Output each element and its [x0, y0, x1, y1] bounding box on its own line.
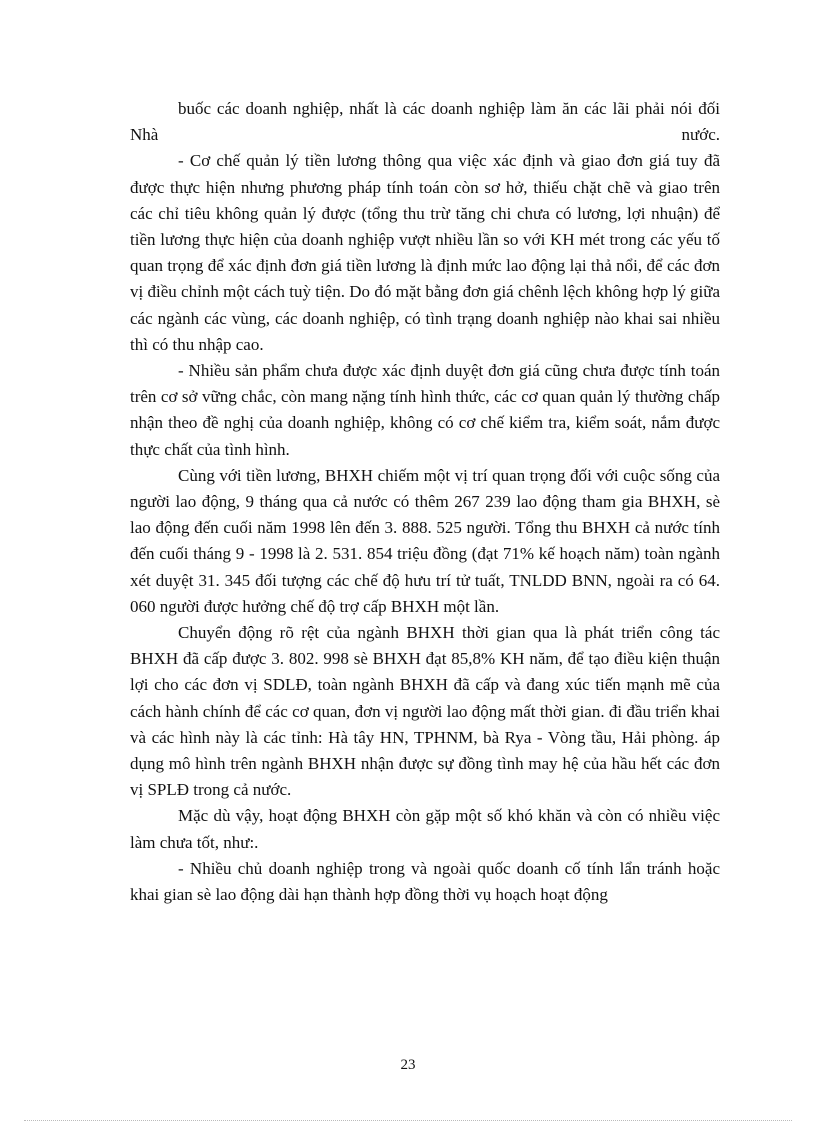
- document-body: [130, 96, 720, 908]
- paragraph-2: - Cơ chế quản lý tiền lương thông qua việc xác định và giao đơn giá tuy đã được thực hiện nhưng phương pháp tính toán còn sơ hở, thiếu chặt chẽ và giao trên các chỉ tiêu không quản lý được (tổng thu trừ tăng chi chưa có lương, lợi nhuận) để tiền lương thực hiện của doanh nghiệp vượt nhiều lần so với KH mét trong các yếu tố quan trọng để xác định đơn giá tiền lương là định mức lao động lại thả nổi, để các đơn vị điều chỉnh một cách tuỳ tiện. Do đó mặt bằng đơn giá chênh lệch không hợp lý giữa các ngành các vùng, các doanh nghiệp, có tình trạng doanh nghiệp nào khai sai nhiều thì có thu nhập cao.: [130, 151, 720, 354]
- paragraph-5: Chuyển động rõ rệt của ngành BHXH thời gian qua là phát triển công tác BHXH đã cấp được 3. 802. 998 sè BHXH đạt 85,8% KH năm, để tạo điều kiện thuận lợi cho các đơn vị SDLĐ, toàn ngành BHXH đã cấp và đang xúc tiến mạnh mẽ của cách hành chính để các cơ quan, đơn vị người lao động mất thời gian. đi đầu triển khai và các hình này là các tỉnh: Hà tây HN, TPHNM, bà Rya - Vòng tầu, Hải phòng. áp dụng mô hình trên ngành BHXH nhận được sự đồng tình may hệ của hầu hết các đơn vị SPLĐ trong cả nước.: [130, 623, 720, 800]
- paragraph-6: Mặc dù vậy, hoạt động BHXH còn gặp một số khó khăn và còn có nhiều việc làm chưa tốt, như:.: [130, 806, 720, 852]
- paragraph-3: - Nhiều sản phẩm chưa được xác định duyệt đơn giá cũng chưa được tính toán trên cơ sở vững chắc, còn mang nặng tính hình thức, các cơ quan quản lý thường chấp nhận theo đề nghị của doanh nghiệp, không có cơ chế kiểm tra, kiểm soát, nắm được thực chất của tình hình.: [130, 361, 720, 459]
- page-number: 23: [400, 1057, 416, 1073]
- paragraph-4: Cùng với tiền lương, BHXH chiếm một vị trí quan trọng đối với cuộc sống của người lao động, 9 tháng qua cả nước có thêm 267 239 lao động tham gia BHXH, sè lao động đến cuối năm 1998 lên đến 3. 888. 525 người. Tổng thu BHXH cả nước tính đến cuối tháng 9 - 1998 là 2. 531. 854 triệu đồng (đạt 71% kế hoạch năm) toàn ngành xét duyệt 31. 345 đối tượng các chế độ hưu trí tử tuất, TNLDD BNN, ngoài ra có 64. 060 người được hưởng chế độ trợ cấp BHXH một lần.: [130, 465, 720, 616]
- footer-divider: [24, 1120, 792, 1121]
- paragraph-7: - Nhiều chủ doanh nghiệp trong và ngoài quốc doanh cố tính lẩn tránh hoặc khai gian sè lao động dài hạn thành hợp đồng thời vụ hoạch hoạt động: [130, 858, 720, 905]
- paragraph-1: buốc các doanh nghiệp, nhất là các doanh nghiệp làm ăn các lãi phải nói đối Nhà nước.: [130, 99, 720, 145]
